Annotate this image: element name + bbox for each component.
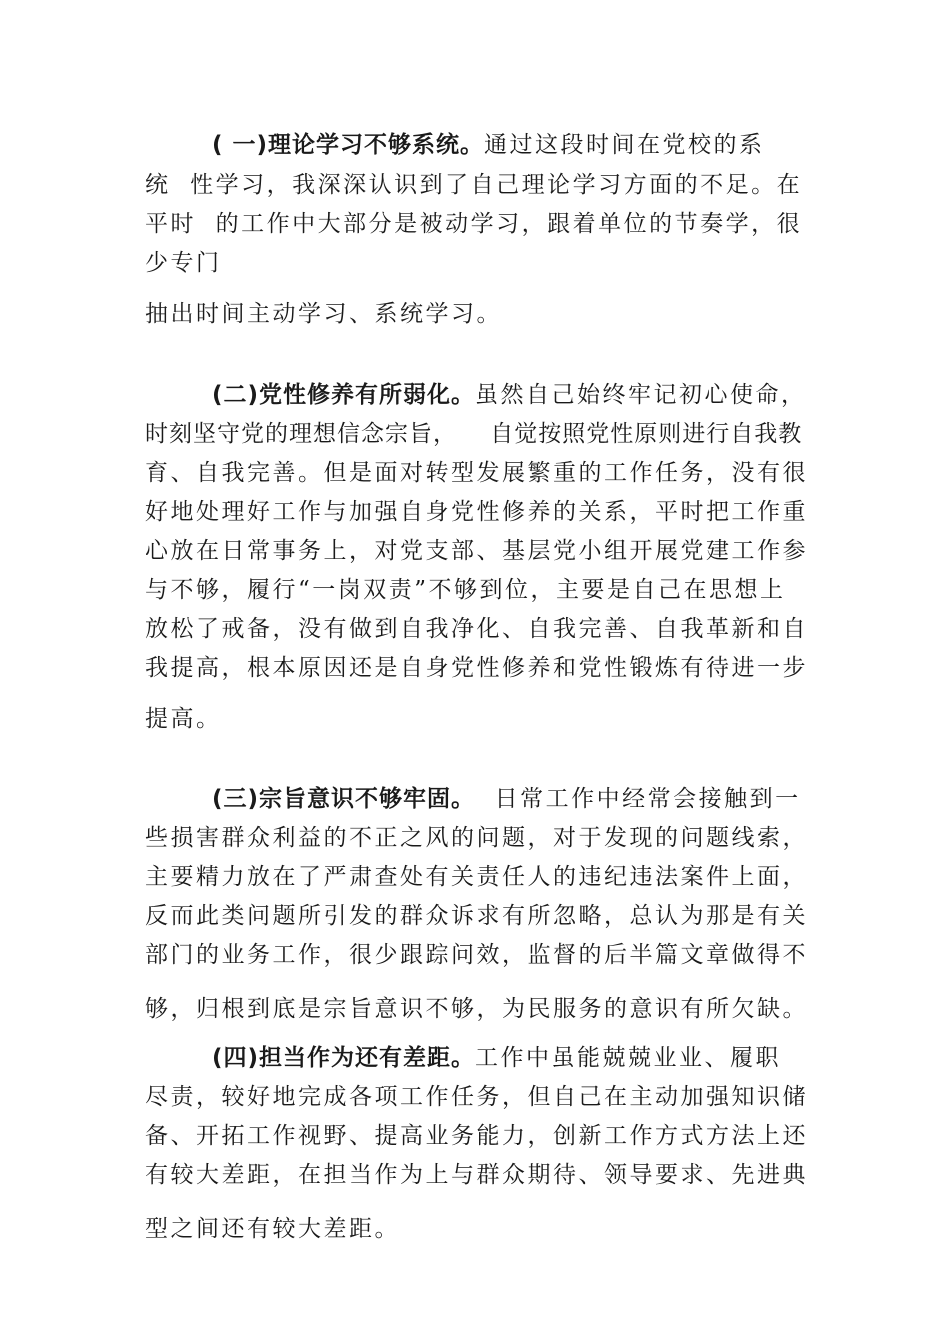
paragraph-line: 通过这段时间在党校的系 xyxy=(484,132,765,158)
section-1-first-line xyxy=(212,130,765,160)
paragraph-line: 平时 的工作中大部分是被动学习，跟着单位的节奏学，很 xyxy=(145,211,803,237)
paragraph-line: 日常工作中经常会接触到一 xyxy=(475,786,801,812)
paragraph-line: 统 性学习，我深深认识到了自己理论学习方面的不足。在 xyxy=(145,172,803,198)
paragraph-line: 够，归根到底是宗旨意识不够，为民服务的意识有所欠缺。 xyxy=(145,996,808,1022)
section-1-heading: ( 一)理论学习不够系统。 xyxy=(212,132,485,158)
paragraph-line: 虽然自己始终牢记初心使命， xyxy=(475,382,807,408)
paragraph-line: 备、开拓工作视野、提高业务能力，创新工作方式方法上还 xyxy=(145,1123,808,1149)
paragraph-line: 尽责，较好地完成各项工作任务，但自己在主动加强知识储 xyxy=(145,1084,808,1110)
paragraph-line: 时刻坚守党的理想信念宗旨， 自觉按照党性原则进行自我教 xyxy=(145,421,803,447)
paragraph-line: 提高。 xyxy=(145,706,222,732)
section-2-first-line xyxy=(212,380,807,410)
paragraph-line: 放松了戒备，没有做到自我净化、自我完善、自我革新和自 xyxy=(145,616,808,642)
paragraph-line: 好地处理好工作与加强自身党性修养的关系，平时把工作重 xyxy=(145,499,808,525)
paragraph-line: 反而此类问题所引发的群众诉求有所忽略，总认为那是有关 xyxy=(145,903,808,929)
paragraph-line: 我提高，根本原因还是自身党性修养和党性锻炼有待进一步 xyxy=(145,655,808,681)
section-4-first-line xyxy=(212,1043,781,1073)
paragraph-line: 心放在日常事务上，对党支部、基层党小组开展党建工作参 xyxy=(145,538,808,564)
paragraph-line: 少专门 xyxy=(145,250,222,276)
paragraph-line: 育、自我完善。但是面对转型发展繁重的工作任务，没有很 xyxy=(145,460,808,486)
section-3-first-line xyxy=(212,784,801,814)
paragraph-line: 型之间还有较大差距。 xyxy=(145,1216,400,1242)
paragraph-line: 工作中虽能兢兢业业、履职 xyxy=(475,1045,782,1071)
section-3-heading: (三)宗旨意识不够牢固。 xyxy=(212,786,476,812)
paragraph-line: 与不够，履行“一岗双责”不够到位，主要是自己在思想上 xyxy=(145,577,786,603)
paragraph-line: 抽出时间主动学习、系统学习。 xyxy=(145,301,502,327)
section-2-heading: (二)党性修养有所弱化。 xyxy=(212,382,476,408)
paragraph-line: 些损害群众利益的不正之风的问题，对于发现的问题线索， xyxy=(145,825,808,851)
paragraph-line: 主要精力放在了严肃查处有关责任人的违纪违法案件上面， xyxy=(145,864,808,890)
section-4-heading: (四)担当作为还有差距。 xyxy=(212,1045,476,1071)
paragraph-line: 有较大差距，在担当作为上与群众期待、领导要求、先进典 xyxy=(145,1162,808,1188)
paragraph-line: 部门的业务工作，很少跟踪问效，监督的后半篇文章做得不 xyxy=(145,942,808,968)
